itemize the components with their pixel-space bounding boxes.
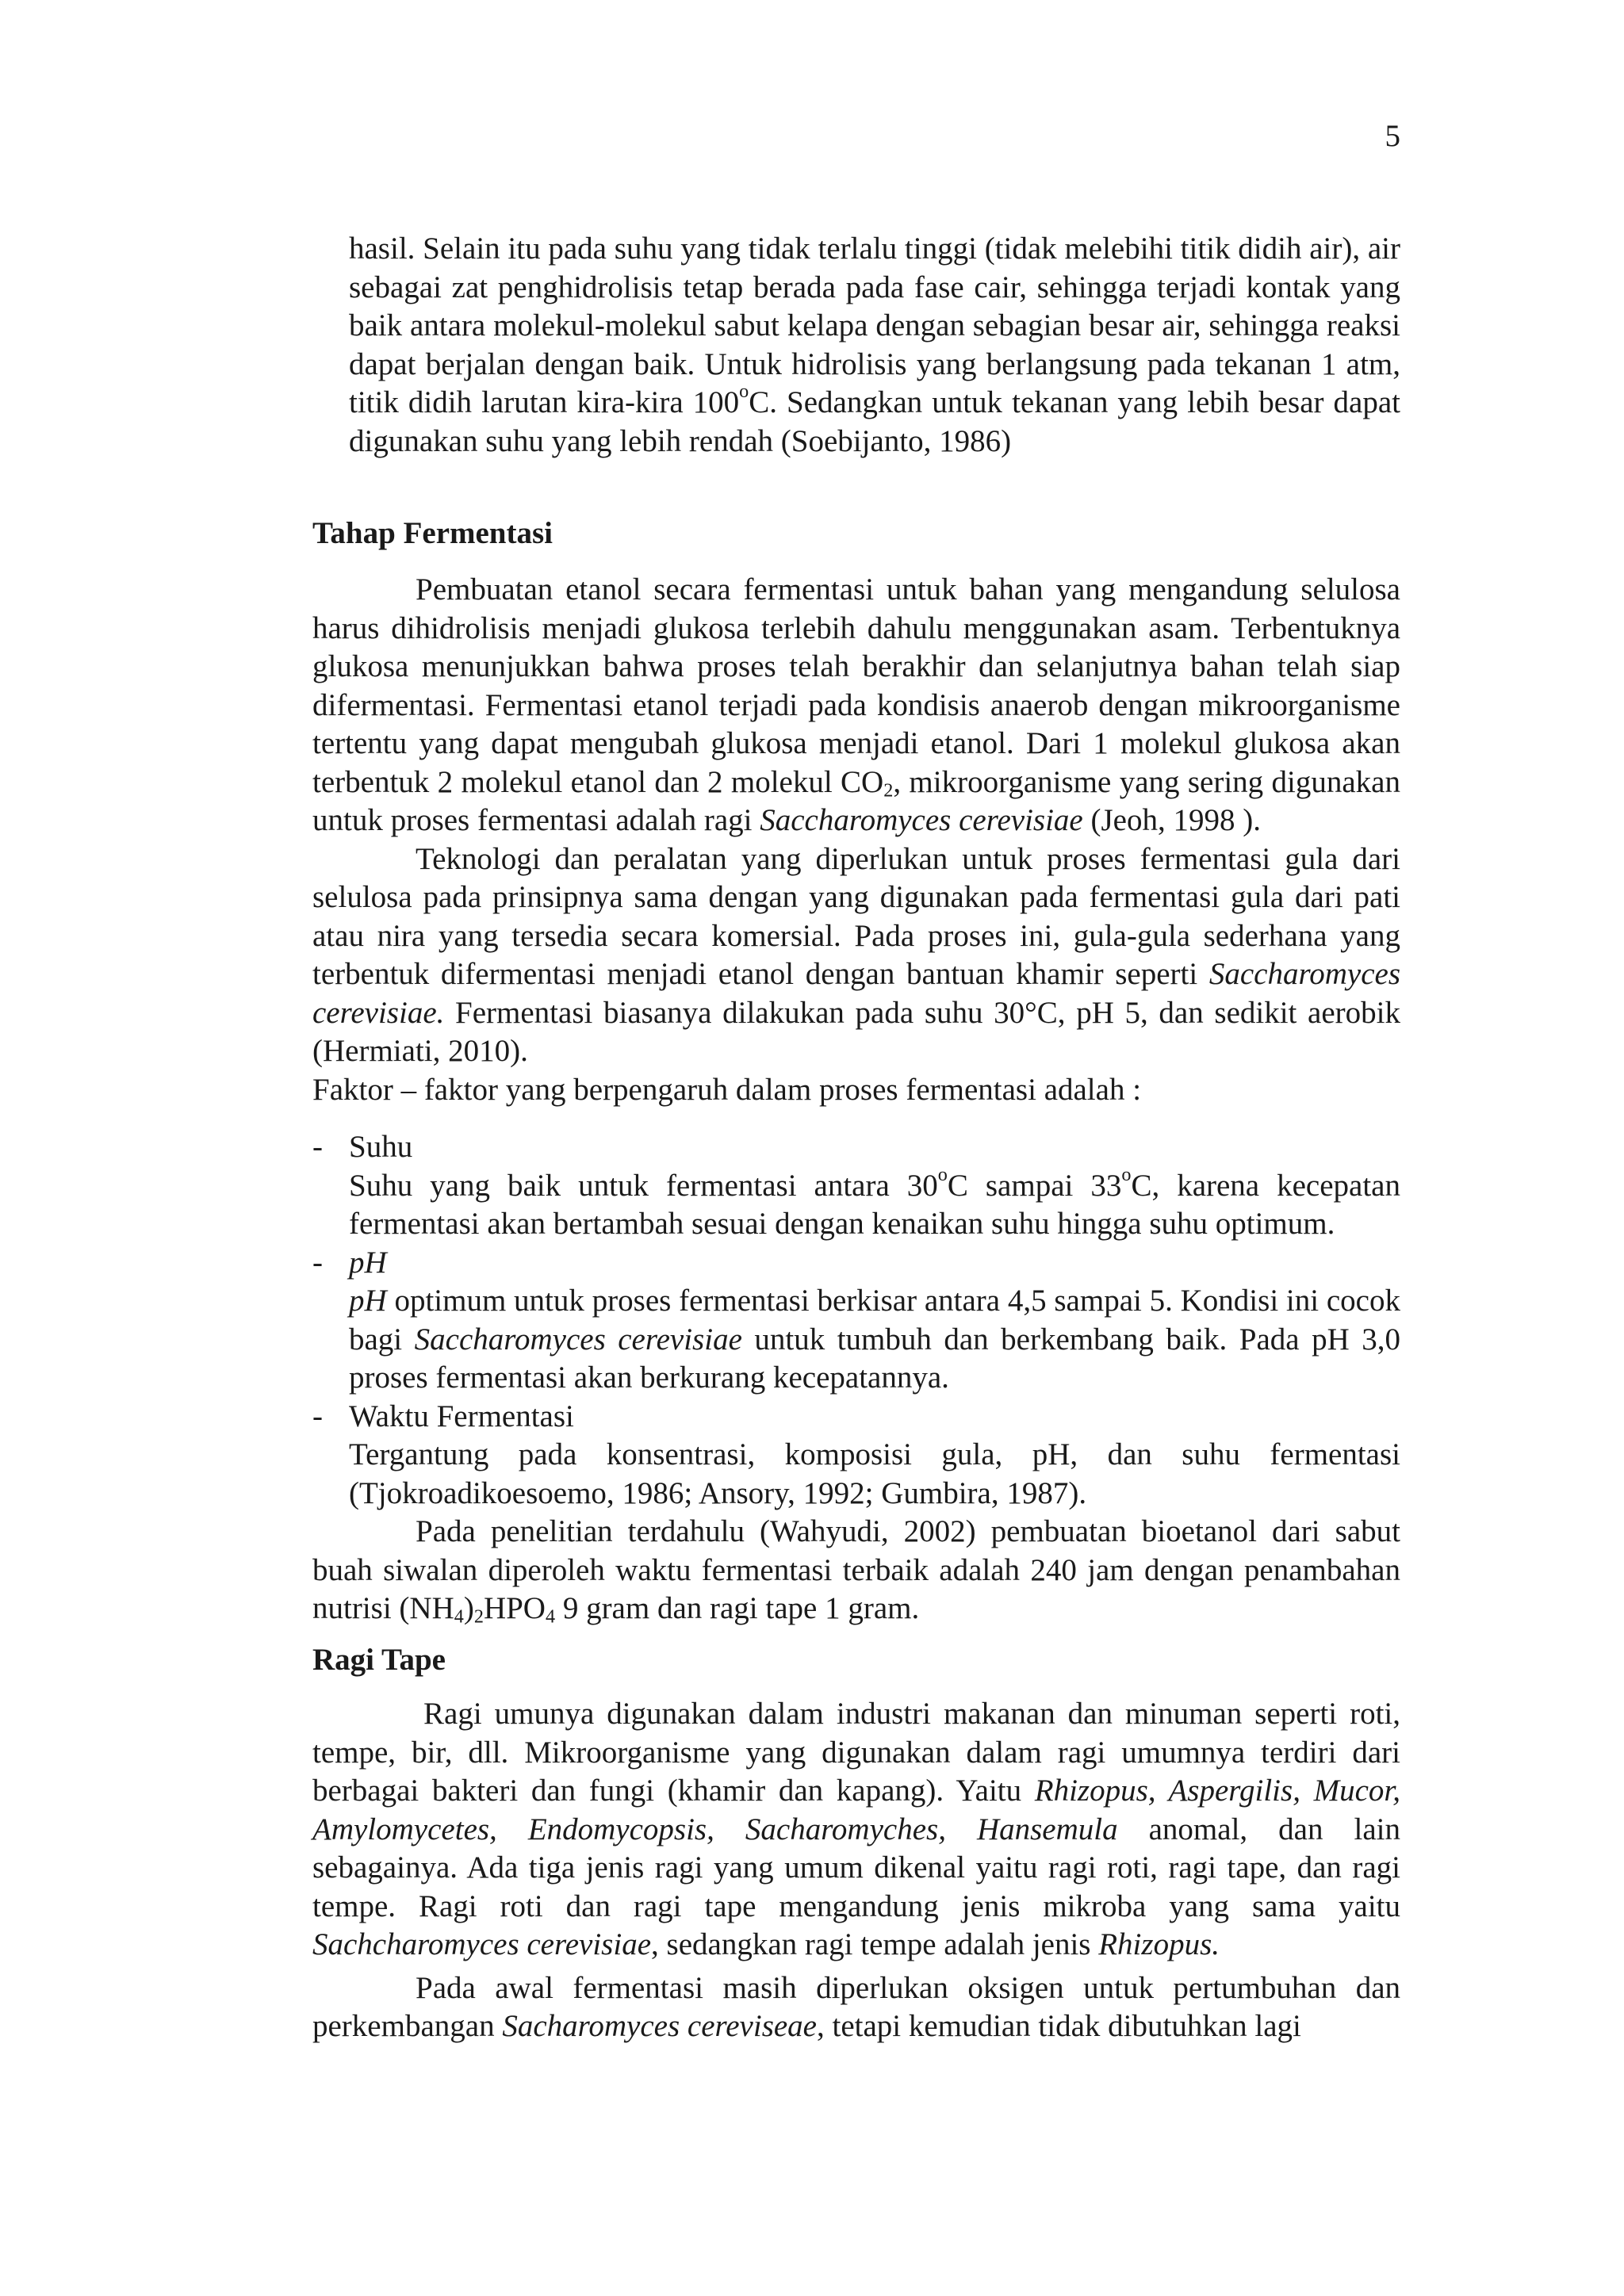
text-run: ) (463, 1591, 474, 1625)
text-run: pH (349, 1284, 387, 1318)
text-run: , tetapi kemudian tidak dibutuhkan lagi (817, 2009, 1301, 2043)
species-name: Saccharomyces cerevisiae (414, 1322, 742, 1357)
list-dash: - (312, 1245, 323, 1280)
text-run: HPO (483, 1591, 546, 1625)
text-run: Ragi umunya digunakan dalam industri makanan dan minuman seperti roti, tempe, bir, dll. Mikroorganisme yang digunakan dalam ragi umumnya terdiri dari berbagai bakteri dan fungi (khamir dan kapang). Yaitu (312, 1697, 1400, 1808)
section-heading-fermentasi: Tahap Fermentasi (312, 516, 553, 550)
list-item-body (312, 1282, 1400, 1398)
subscript: 2 (473, 1605, 484, 1628)
text-run: pH (349, 1245, 387, 1280)
intro-paragraph (349, 230, 1400, 461)
text-run: C, karena kecepatan fermentasi akan bertambah sesuai dengan kenaikan suhu hingga suhu optimum. (349, 1168, 1400, 1241)
factor-list (312, 1128, 1400, 1628)
species-name: Rhizopus. (1098, 1927, 1220, 1961)
degree-superscript: o (937, 1163, 948, 1185)
species-name: Saccharomyces cerevisiae (760, 803, 1083, 837)
ragi-paragraph-2 (312, 1969, 1400, 2046)
ragi-paragraph-1 (312, 1695, 1400, 1965)
list-item-body (312, 1163, 1400, 1244)
text-run: C sampai 33 (947, 1168, 1122, 1203)
species-name: Sachcharomyces cerevisiae (312, 1927, 652, 1961)
subscript: 2 (883, 779, 894, 801)
text-run: optimum untuk proses fermentasi berkisar antara 4,5 sampai 5. Kondisi ini cocok bagi (349, 1284, 1400, 1357)
text-run: Pada penelitian terdahulu (Wahyudi, 2002) pembuatan bioetanol dari sabut buah siwalan diperoleh waktu fermentasi terbaik adalah 240 jam dengan penambahan nutrisi (NH (312, 1514, 1400, 1625)
text-run: anomal, dan lain sebagainya. Ada tiga jenis ragi yang umum dikenal yaitu ragi roti, ragi tape, dan ragi tempe. Ragi roti dan ragi tape mengandung jenis mikroba yang sama yaitu (312, 1812, 1400, 1923)
species-name: Saccharomyces cerevisiae. (312, 957, 1400, 1030)
fermentasi-paragraph-1 (312, 571, 1400, 840)
fermentasi-body (312, 571, 1400, 1109)
text-run: 9 gram dan ragi tape 1 gram. (555, 1591, 920, 1625)
list-item-suhu (312, 1128, 1400, 1244)
fermentasi-paragraph-3 (312, 1513, 1400, 1628)
degree-superscript: o (1121, 1163, 1132, 1185)
subscript: 4 (454, 1605, 464, 1628)
text-run: Teknologi dan peralatan yang diperlukan untuk proses fermentasi gula dari selulosa pada prinsipnya sama dengan yang digunakan pada fermentasi gula dari pati atau nira yang tersedia secara komersial. Pada proses ini, gula-gula sederhana yang terbentuk difermentasi menjadi etanol dengan bantuan khamir seperti (312, 841, 1400, 991)
section-heading-ragi: Ragi Tape (312, 1643, 446, 1677)
text-run: , sedangkan ragi tempe adalah jenis (651, 1927, 1099, 1961)
text-run: Suhu yang baik untuk fermentasi antara 30 (349, 1168, 938, 1203)
text-run: , mikroorganisme yang sering digunakan untuk proses fermentasi adalah ragi (312, 764, 1400, 837)
intro-text: C. Sedangkan untuk tekanan yang lebih besar dapat digunakan suhu yang lebih rendah (Soebijanto, 1986) (349, 385, 1400, 458)
list-item-title: Suhu (349, 1130, 413, 1164)
factors-intro: Faktor – faktor yang berpengaruh dalam proses fermentasi adalah : (312, 1072, 1142, 1107)
fermentasi-paragraph-2 (312, 840, 1400, 1071)
page-number: 5 (1385, 119, 1400, 153)
genus-list: Rhizopus, Aspergilis, Mucor, Amylomycetes, Endomycopsis, Sacharomyches, Hansemula (312, 1774, 1400, 1846)
list-item-title (312, 1244, 1400, 1283)
text-run: untuk tumbuh dan berkembang baik. Pada pH 3,0 proses fermentasi akan berkurang kecepatannya. (349, 1322, 1400, 1395)
text-run: Pembuatan etanol secara fermentasi untuk bahan yang mengandung selulosa harus dihidrolisis menjadi glukosa terlebih dahulu menggunakan asam. Terbentuknya glukosa menunjukkan bahwa proses telah berakhir dan selanjutnya bahan telah siap difermentasi. Fermentasi etanol terjadi pada kondisis anaerob dengan mikroorganisme tertentu yang dapat mengubah glukosa menjadi etanol. Dari 1 molekul glukosa akan terbentuk 2 molekul etanol dan 2 molekul CO (312, 572, 1400, 799)
list-item-waktu (312, 1398, 1400, 1513)
text-run: (Jeoh, 1998 ). (1082, 803, 1261, 837)
list-item-title: Waktu Fermentasi (349, 1399, 574, 1433)
ragi-body (312, 1695, 1400, 2046)
list-dash: - (312, 1399, 323, 1433)
subscript: 4 (545, 1605, 556, 1628)
list-item-ph (312, 1244, 1400, 1398)
intro-text: hasil. Selain itu pada suhu yang tidak terlalu tinggi (tidak melebihi titik didih air), air sebagai zat penghidrolisis tetap berada pada fase cair, sehingga terjadi kontak yang baik antara molekul-molekul sabut kelapa dengan sebagian besar air, sehingga reaksi dapat berjalan dengan baik. Untuk hidrolisis yang berlangsung pada tekanan 1 atm, titik didih larutan kira-kira 100 (349, 232, 1400, 419)
species-name: Sacharomyces cereviseae (502, 2009, 817, 2043)
list-item-body: Tergantung pada konsentrasi, komposisi gula, pH, dan suhu fermentasi (Tjokroadikoesoemo, 1986; Ansory, 1992; Gumbira, 1987). (349, 1437, 1400, 1510)
list-dash: - (312, 1130, 323, 1164)
degree-superscript: o (739, 381, 749, 403)
text-run: Fermentasi biasanya dilakukan pada suhu 30°C, pH 5, dan sedikit aerobik (Hermiati, 2010). (312, 995, 1400, 1068)
text-run: Pada awal fermentasi masih diperlukan oksigen untuk pertumbuhan dan perkembangan (312, 1970, 1400, 2043)
